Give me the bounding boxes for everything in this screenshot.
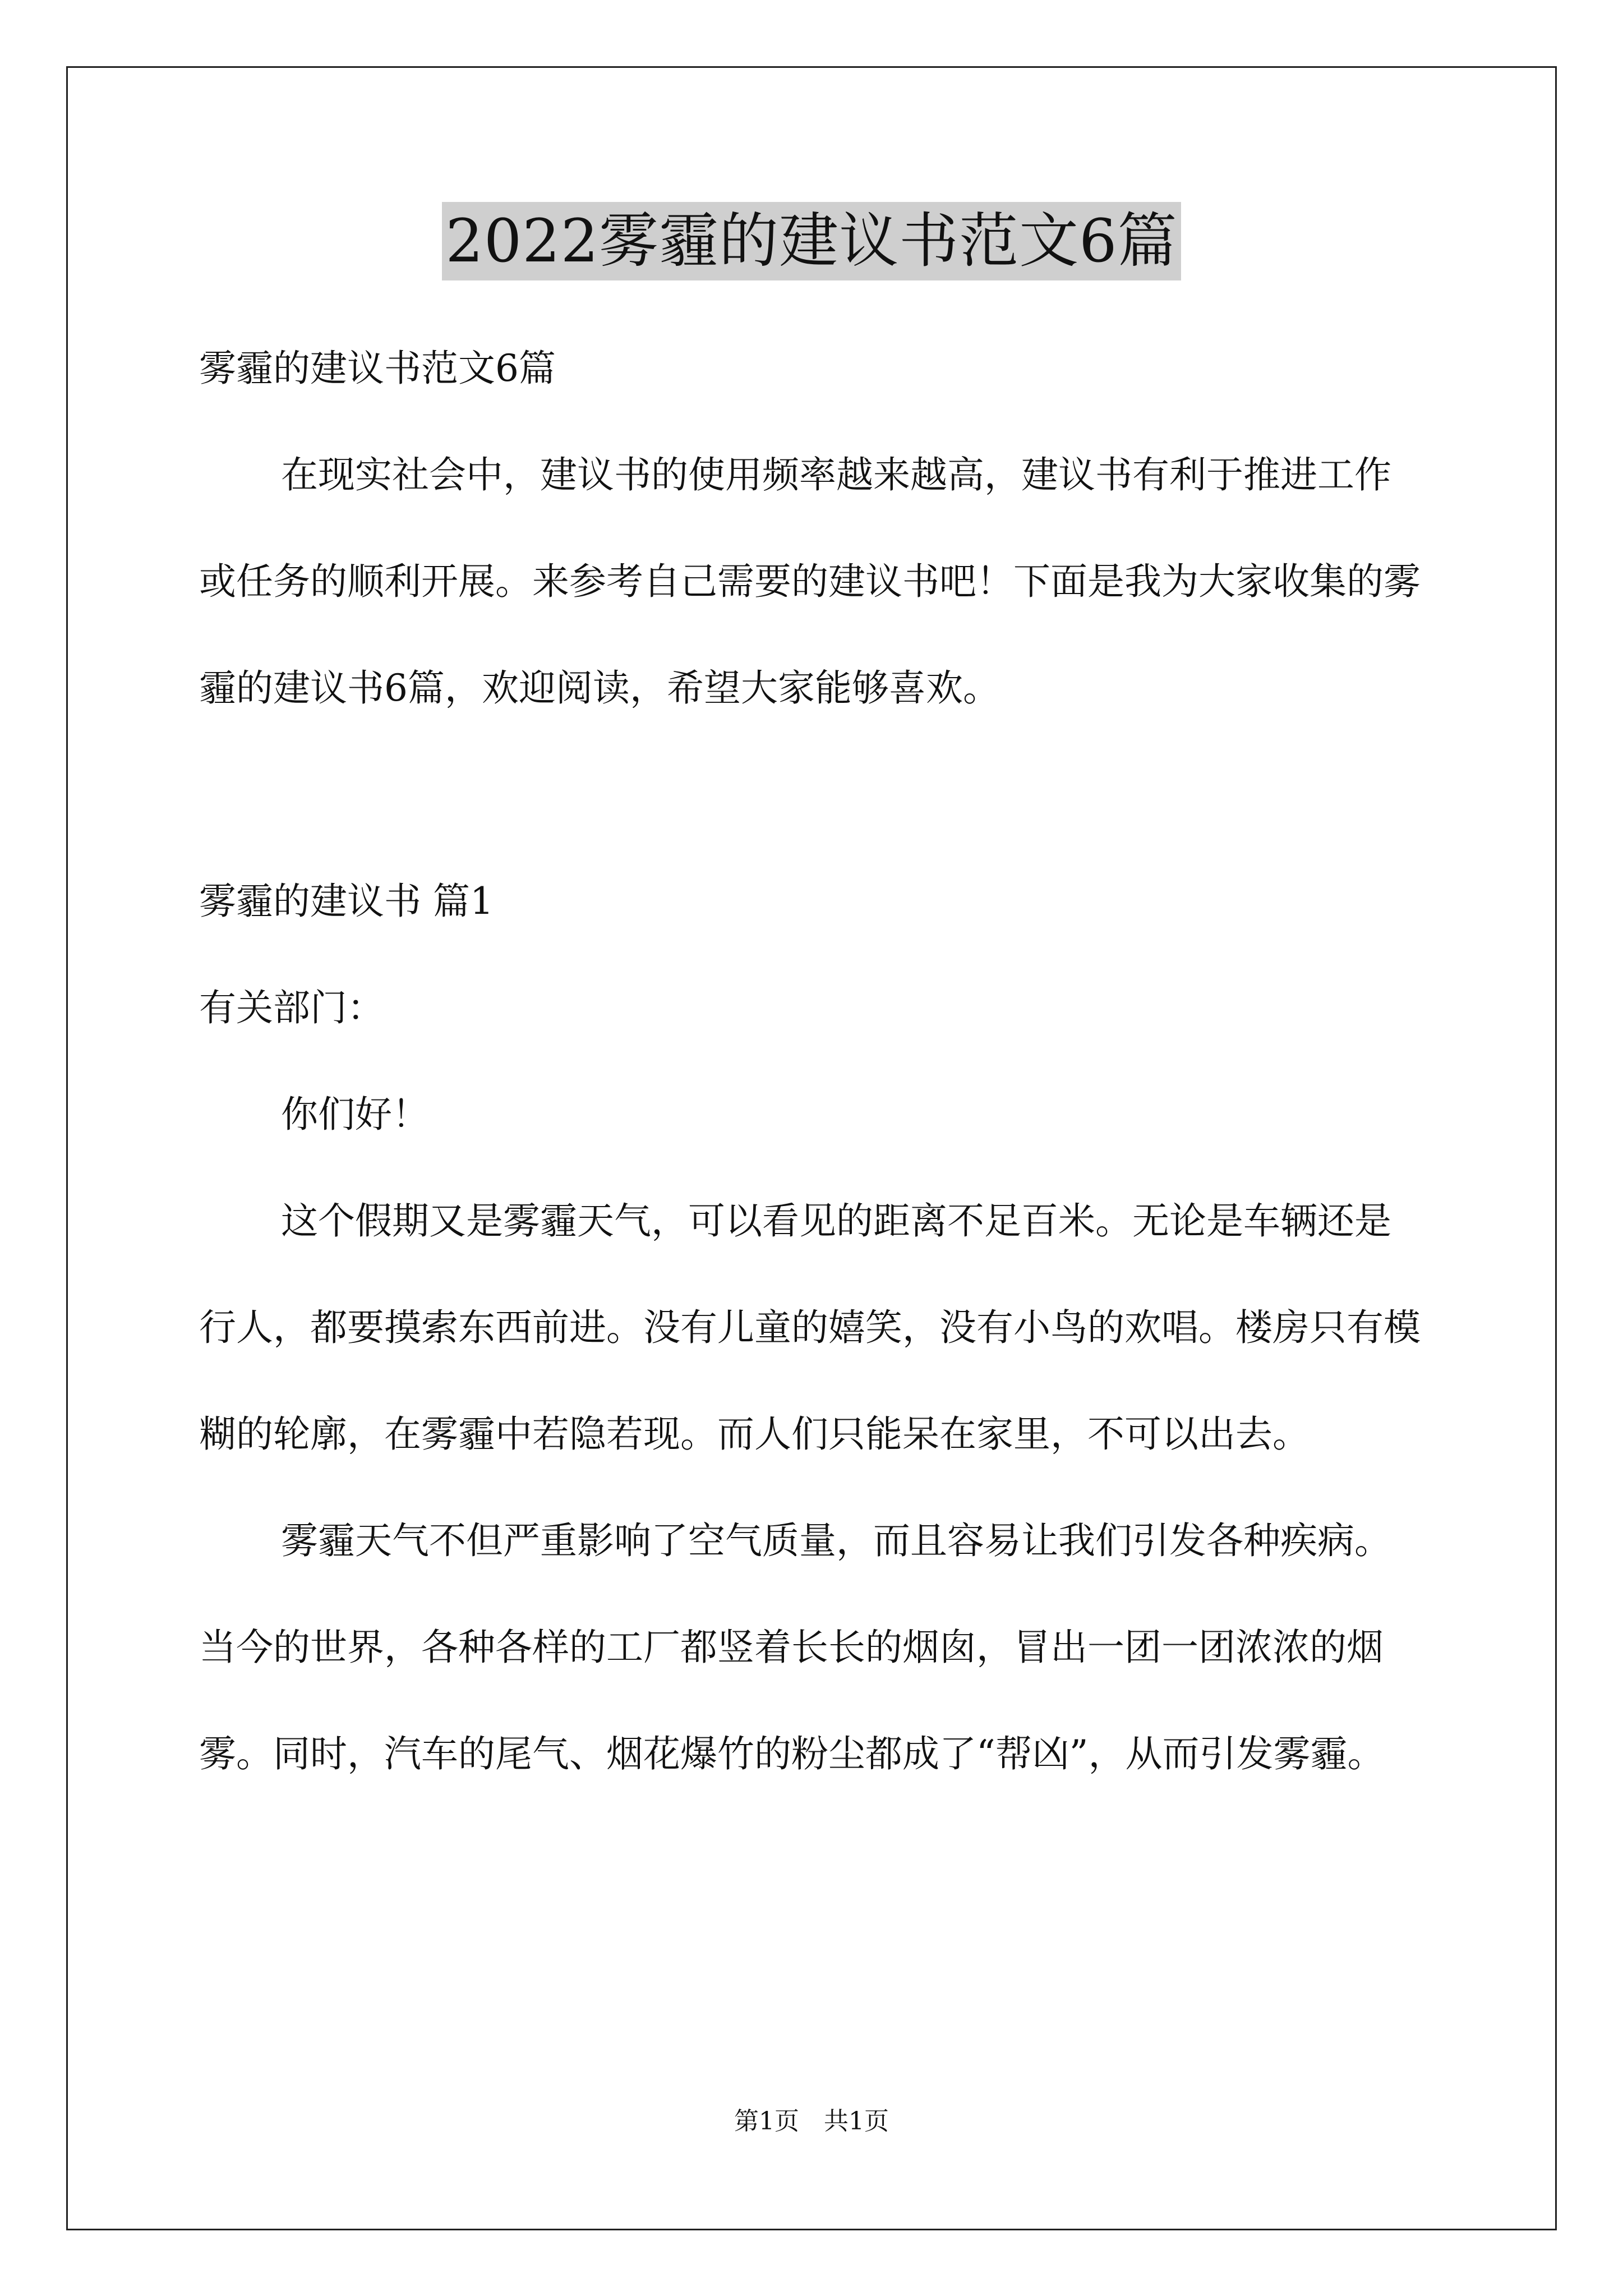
intro-paragraph: 在现实社会中，建议书的使用频率越来越高，建议书有利于推进工作或任务的顺利开展。来参考自己需要的建议书吧！下面是我为大家收集的雾霾的建议书6篇，欢迎阅读，希望大家能够喜欢。	[199, 453, 1421, 710]
greeting: 你们好！	[281, 1093, 429, 1136]
title-container	[0, 202, 1623, 280]
subtitle: 雾霾的建议书范文6篇	[199, 347, 556, 390]
document-body	[199, 315, 1427, 1807]
salutation: 有关部门：	[199, 986, 384, 1029]
body-paragraph-1: 这个假期又是雾霾天气，可以看见的距离不足百米。无论是车辆还是行人，都要摸索东西前进。没有儿童的嬉笑，没有小鸟的欢唱。楼房只有模糊的轮廓，在雾霾中若隐若现。而人们只能呆在家里，不可以出去。	[199, 1199, 1421, 1456]
body-paragraph-2: 雾霾天气不但严重影响了空气质量，而且容易让我们引发各种疾病。当今的世界，各种各样的工厂都竖着长长的烟囱，冒出一团一团浓浓的烟雾。同时，汽车的尾气、烟花爆竹的粉尘都成了“帮凶”，从而引发雾霾。	[199, 1519, 1391, 1775]
section-heading: 雾霾的建议书 篇1	[199, 880, 494, 923]
document-title: 2022雾霾的建议书范文6篇	[442, 202, 1181, 280]
page-footer: 第1页 共1页	[734, 2107, 889, 2136]
